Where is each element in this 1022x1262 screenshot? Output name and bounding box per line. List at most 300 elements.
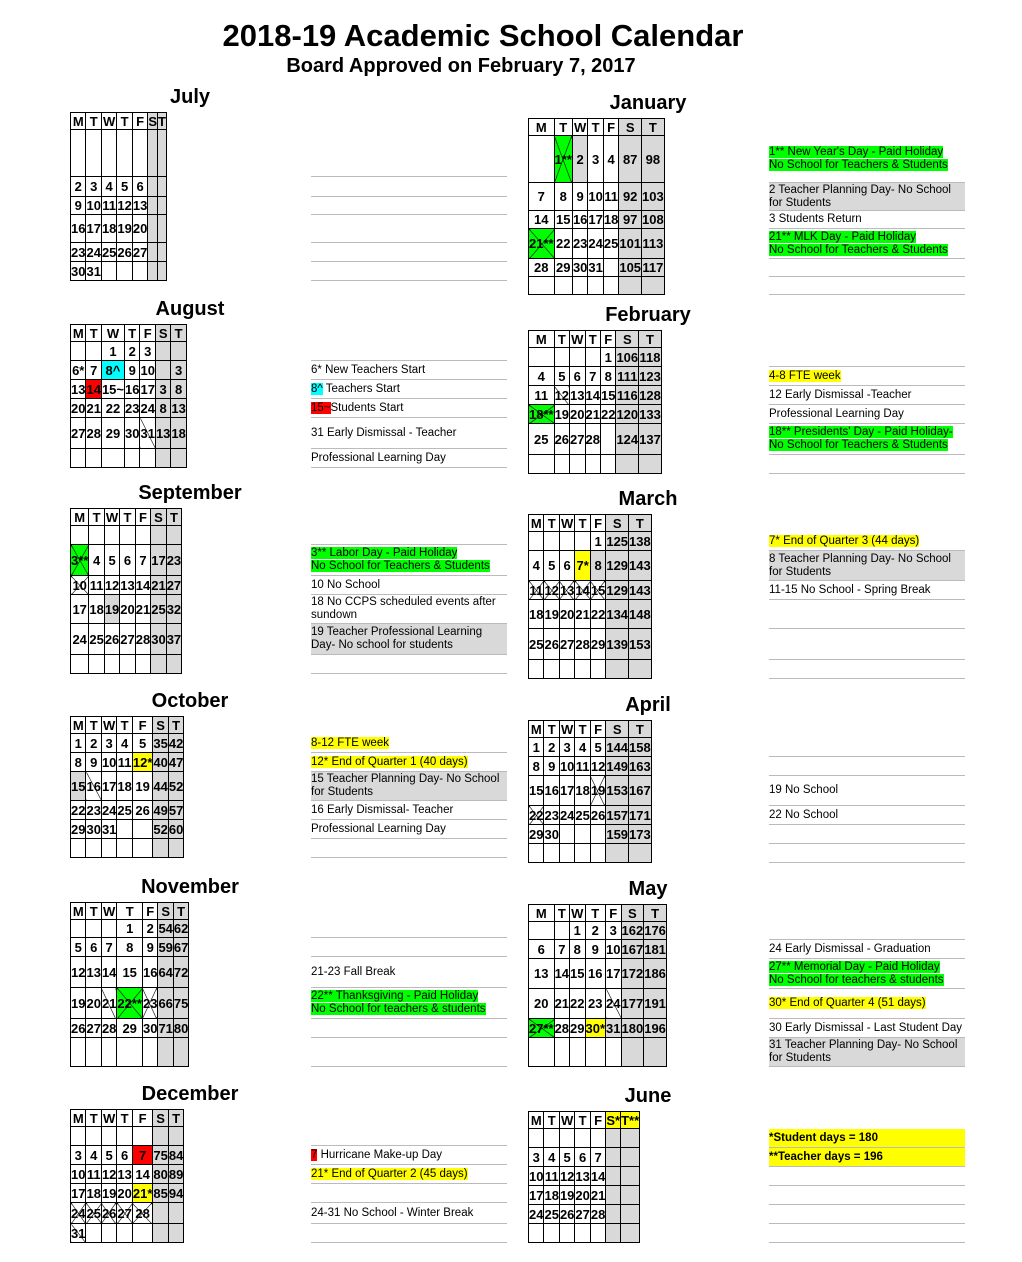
day-cell: 16 bbox=[125, 381, 140, 397]
note-line bbox=[769, 277, 965, 295]
empty-cell bbox=[603, 277, 618, 295]
month-name: January bbox=[609, 92, 687, 114]
weekday-header: F bbox=[142, 903, 157, 920]
note-text bbox=[311, 418, 507, 449]
day-cell: 24 bbox=[529, 1206, 544, 1222]
day-cell: 24 bbox=[71, 1203, 86, 1224]
day-cell: 20 bbox=[529, 989, 555, 1019]
empty-cell bbox=[559, 660, 574, 679]
week-row bbox=[529, 825, 652, 844]
week-row bbox=[71, 624, 182, 655]
day-cell: 9 bbox=[142, 938, 157, 957]
day-cell: 13 bbox=[117, 1166, 132, 1182]
day-cell: 3 bbox=[155, 380, 170, 399]
day-cell: 12 bbox=[101, 1166, 117, 1182]
day-cell: 11 bbox=[603, 183, 618, 211]
day-cell: 5 bbox=[590, 738, 605, 757]
day-cell: 111 bbox=[617, 368, 638, 384]
day-cell: 13 bbox=[155, 418, 170, 449]
empty-cell bbox=[101, 262, 116, 281]
weekday-header: T bbox=[575, 1112, 590, 1129]
day-cell: 80 bbox=[153, 1166, 168, 1182]
month-table bbox=[528, 330, 662, 474]
day-cell: 12* bbox=[132, 754, 153, 770]
day-cell: 64 bbox=[158, 957, 173, 988]
day-cell: 180 bbox=[621, 1020, 644, 1036]
week-row bbox=[71, 957, 189, 988]
day-cell: 191 bbox=[644, 989, 667, 1019]
week-row bbox=[529, 844, 652, 863]
day-cell: 13 bbox=[71, 381, 86, 397]
day-cell: 4 bbox=[529, 367, 555, 386]
empty-cell bbox=[621, 1148, 640, 1167]
note-text bbox=[769, 532, 965, 551]
note-label: 21* End of Quarter 2 (45 days) bbox=[311, 1167, 468, 1180]
empty-cell bbox=[86, 1038, 101, 1067]
day-cell: 52 bbox=[153, 821, 168, 837]
day-cell: 7 bbox=[135, 545, 150, 576]
note-line bbox=[311, 1127, 507, 1146]
day-cell: 18 bbox=[575, 776, 590, 806]
empty-cell bbox=[86, 839, 101, 858]
week-row bbox=[71, 130, 167, 177]
day-cell: 14 bbox=[101, 957, 116, 988]
week-row bbox=[529, 600, 652, 629]
empty-cell bbox=[621, 1038, 644, 1067]
day-cell: 17 bbox=[71, 595, 89, 624]
empty-cell bbox=[572, 277, 587, 295]
day-cell: 25 bbox=[603, 229, 618, 259]
day-cell: 11 bbox=[117, 754, 132, 770]
weekday-header: S bbox=[153, 717, 168, 734]
note-text bbox=[769, 405, 965, 424]
empty-cell bbox=[153, 1127, 168, 1146]
month-name: August bbox=[155, 298, 225, 320]
empty-cell bbox=[588, 277, 603, 295]
day-cell: 20 bbox=[117, 1185, 132, 1201]
empty-cell bbox=[600, 424, 615, 455]
note-label: 18** Presidents' Day - Paid Holiday-No School for Teachers & Students bbox=[769, 426, 953, 451]
week-row bbox=[71, 595, 182, 624]
empty-cell bbox=[120, 526, 135, 545]
note-label: 4-8 FTE week bbox=[769, 369, 841, 382]
weekday-header: T bbox=[173, 903, 188, 920]
week-row bbox=[529, 1129, 640, 1148]
day-cell: 25 bbox=[89, 624, 104, 655]
day-cell: 8 bbox=[71, 753, 86, 772]
note-label: Professional Learning Day bbox=[769, 407, 904, 420]
empty-cell bbox=[570, 455, 585, 474]
day-cell: 108 bbox=[642, 212, 664, 227]
note-label: 30 Early Dismissal - Last Student Day bbox=[769, 1021, 963, 1034]
note-label: 15 Teacher Planning Day- No School for Students bbox=[311, 773, 500, 798]
weekday-header: T bbox=[575, 721, 590, 738]
day-cell: 26 bbox=[132, 801, 153, 820]
week-row bbox=[529, 629, 652, 660]
weekday-header: T bbox=[86, 325, 101, 342]
note-text bbox=[311, 1146, 507, 1165]
day-cell: 1 bbox=[570, 922, 585, 940]
day-cell: 26 bbox=[554, 424, 569, 455]
month-name: December bbox=[141, 1083, 239, 1105]
empty-cell bbox=[101, 130, 116, 177]
note-label: 6* New Teachers Start bbox=[311, 363, 426, 376]
empty-cell bbox=[606, 1148, 621, 1167]
day-cell: 17 bbox=[559, 776, 574, 806]
day-cell: 13 bbox=[171, 400, 186, 416]
day-cell: 22** bbox=[117, 988, 143, 1019]
empty-cell bbox=[71, 449, 86, 468]
empty-cell bbox=[158, 177, 167, 197]
day-cell: 22 bbox=[600, 406, 616, 422]
note-swatch: 7 bbox=[311, 1148, 318, 1161]
day-cell: 11 bbox=[102, 198, 117, 213]
day-cell: 173 bbox=[629, 826, 651, 842]
day-cell: 28 bbox=[132, 1203, 153, 1224]
note-label: 3** Labor Day - Paid Holiday No School for Teachers & Students bbox=[311, 547, 490, 572]
note-text bbox=[769, 229, 965, 259]
note-text bbox=[311, 624, 507, 655]
note-text bbox=[311, 449, 507, 468]
empty-cell bbox=[148, 197, 158, 215]
month-table bbox=[528, 514, 652, 679]
day-cell: 12 bbox=[559, 1168, 575, 1184]
day-cell: 21** bbox=[529, 229, 555, 259]
day-cell: 10 bbox=[101, 754, 117, 770]
empty-cell bbox=[544, 844, 559, 863]
empty-cell bbox=[606, 1167, 621, 1186]
weekday-header: W bbox=[103, 717, 116, 733]
day-cell: 143 bbox=[629, 551, 652, 581]
day-cell: 123 bbox=[639, 368, 661, 384]
day-cell: 25 bbox=[544, 1206, 559, 1222]
day-cell: 19 bbox=[590, 776, 605, 806]
note-text bbox=[311, 753, 507, 772]
note-label: **Teacher days = 196 bbox=[769, 1150, 883, 1163]
day-cell: 15 bbox=[600, 387, 616, 403]
empty-cell bbox=[606, 1224, 621, 1243]
day-cell: 44 bbox=[153, 772, 168, 801]
day-cell: 20 bbox=[575, 1187, 590, 1203]
day-cell: 23 bbox=[544, 807, 559, 823]
week-row bbox=[71, 920, 189, 938]
day-cell: 16 bbox=[71, 215, 86, 243]
week-row bbox=[71, 380, 187, 399]
empty-cell bbox=[86, 449, 101, 468]
note-text bbox=[311, 734, 507, 753]
week-row bbox=[71, 753, 184, 772]
day-cell: 17 bbox=[588, 212, 603, 227]
week-row bbox=[529, 277, 665, 295]
day-cell: 24 bbox=[140, 400, 155, 416]
note-label: 16 Early Dismissal- Teacher bbox=[311, 803, 454, 816]
empty-cell bbox=[71, 839, 86, 858]
day-cell: 28 bbox=[529, 259, 555, 277]
day-cell: 19 bbox=[544, 600, 559, 629]
week-row bbox=[529, 1186, 640, 1205]
empty-cell bbox=[71, 342, 86, 361]
note-swatch: 15~ bbox=[311, 401, 331, 414]
empty-cell bbox=[101, 920, 116, 938]
weekday-header: W bbox=[561, 721, 574, 737]
day-cell: 21 bbox=[86, 400, 101, 416]
week-row bbox=[529, 348, 662, 367]
week-row bbox=[529, 455, 662, 474]
day-cell: 25 bbox=[117, 802, 132, 818]
empty-cell bbox=[606, 1205, 621, 1224]
day-cell: 25 bbox=[151, 595, 166, 624]
weekday-header: T bbox=[554, 905, 569, 922]
day-cell: 8 bbox=[600, 367, 615, 386]
day-cell: 9 bbox=[86, 753, 101, 772]
day-cell: 159 bbox=[606, 826, 629, 842]
weekday-header: T bbox=[644, 905, 667, 922]
empty-cell bbox=[544, 532, 559, 551]
empty-cell bbox=[168, 1224, 183, 1243]
day-cell: 7 bbox=[590, 1148, 605, 1167]
day-cell: 80 bbox=[173, 1020, 189, 1036]
day-cell: 3 bbox=[588, 136, 603, 183]
day-cell: 4 bbox=[575, 738, 590, 757]
day-cell: 25 bbox=[86, 1203, 101, 1224]
empty-cell bbox=[575, 844, 590, 863]
day-cell: 23 bbox=[572, 229, 587, 259]
day-cell: 2 bbox=[585, 922, 606, 940]
empty-cell bbox=[606, 1129, 621, 1148]
day-cell: 30 bbox=[544, 826, 559, 842]
day-cell: 17 bbox=[71, 1185, 86, 1201]
day-cell: 7 bbox=[554, 940, 569, 959]
day-cell: 26 bbox=[590, 807, 606, 823]
weekday-header: T bbox=[642, 119, 665, 136]
week-row bbox=[529, 229, 665, 259]
empty-cell bbox=[155, 449, 170, 468]
weekday-header: T bbox=[629, 721, 652, 738]
day-cell: 186 bbox=[644, 959, 667, 989]
day-cell: 18 bbox=[171, 418, 186, 449]
day-cell: 18 bbox=[86, 1185, 101, 1201]
weekday-header: S bbox=[153, 1110, 168, 1127]
empty-cell bbox=[151, 526, 166, 545]
day-cell: 125 bbox=[606, 533, 629, 549]
day-cell: 30 bbox=[125, 418, 140, 449]
empty-cell bbox=[559, 844, 574, 863]
empty-cell bbox=[621, 1167, 640, 1186]
empty-cell bbox=[86, 1224, 101, 1243]
week-row bbox=[529, 1038, 667, 1067]
week-row bbox=[71, 1165, 184, 1184]
day-cell: 181 bbox=[644, 941, 666, 957]
day-cell: 17 bbox=[86, 215, 101, 243]
note-label: 19 Teacher Professional Learning Day- No school for students bbox=[311, 626, 483, 651]
note-line bbox=[769, 844, 965, 863]
page-title: 2018-19 Academic School Calendar bbox=[222, 18, 744, 53]
day-cell: 4 bbox=[529, 551, 544, 581]
day-cell: 24 bbox=[588, 229, 603, 259]
note-text bbox=[311, 801, 507, 820]
week-row bbox=[529, 660, 652, 679]
note-label: 30* End of Quarter 4 (51 days) bbox=[769, 997, 926, 1009]
day-cell: 32 bbox=[166, 595, 181, 624]
day-cell: 3 bbox=[101, 734, 116, 753]
note-line bbox=[311, 938, 507, 957]
empty-cell bbox=[554, 348, 569, 367]
day-cell: 26 bbox=[71, 1020, 86, 1036]
week-row bbox=[71, 839, 184, 858]
week-row bbox=[71, 1146, 184, 1165]
day-cell: 14 bbox=[554, 959, 569, 989]
day-cell: 19 bbox=[71, 988, 86, 1019]
empty-cell bbox=[151, 655, 166, 674]
day-cell: 67 bbox=[173, 939, 189, 955]
day-cell: 3 bbox=[529, 1148, 544, 1167]
week-row bbox=[529, 757, 652, 776]
empty-cell bbox=[559, 532, 574, 551]
note-line bbox=[769, 1224, 965, 1243]
weekday-header: S bbox=[151, 509, 166, 526]
day-cell: 7 bbox=[132, 1146, 153, 1165]
empty-cell bbox=[89, 655, 104, 674]
day-cell: 1 bbox=[590, 532, 605, 551]
day-cell: 29 bbox=[71, 821, 86, 837]
day-cell: 16 bbox=[544, 776, 559, 806]
day-cell: 92 bbox=[619, 183, 642, 211]
day-cell: 27** bbox=[529, 1020, 554, 1036]
day-cell: 10 bbox=[86, 198, 101, 213]
week-row bbox=[529, 183, 665, 211]
empty-cell bbox=[140, 449, 155, 468]
day-cell: 2 bbox=[125, 342, 140, 361]
note-label: 24 Early Dismissal - Graduation bbox=[769, 942, 931, 955]
day-cell: 31 bbox=[606, 1020, 621, 1036]
month-name: November bbox=[141, 876, 239, 898]
weekday-header: S bbox=[148, 113, 158, 129]
day-cell: 1** bbox=[554, 136, 572, 183]
weekday-header: W bbox=[103, 903, 116, 919]
day-cell: 22 bbox=[101, 399, 124, 418]
month-name: June bbox=[624, 1085, 672, 1107]
empty-cell bbox=[529, 455, 555, 474]
note-text bbox=[311, 380, 507, 399]
empty-cell bbox=[529, 532, 544, 551]
note-label: *Student days = 180 bbox=[769, 1131, 878, 1144]
weekday-header: T bbox=[117, 903, 143, 920]
day-cell: 11 bbox=[89, 577, 104, 593]
day-cell: 7 bbox=[86, 361, 101, 380]
day-cell: 8 bbox=[529, 757, 544, 776]
note-line bbox=[311, 1184, 507, 1203]
weekday-header: S* bbox=[606, 1112, 621, 1128]
day-cell: 54 bbox=[158, 921, 173, 936]
day-cell: 37 bbox=[166, 624, 181, 655]
empty-cell bbox=[117, 820, 132, 839]
empty-cell bbox=[71, 920, 86, 938]
day-cell: 21 bbox=[151, 577, 166, 593]
day-cell: 16 bbox=[142, 957, 157, 988]
note-label: 11-15 No School - Spring Break bbox=[769, 583, 931, 596]
weekday-header: S bbox=[155, 325, 170, 342]
day-cell: 21 bbox=[554, 989, 569, 1019]
empty-cell bbox=[600, 455, 615, 474]
week-row bbox=[71, 938, 189, 957]
note-line bbox=[311, 1224, 507, 1243]
week-row bbox=[529, 424, 662, 455]
day-cell: 21 bbox=[575, 600, 590, 629]
empty-cell bbox=[529, 348, 555, 367]
day-cell: 71 bbox=[158, 1020, 173, 1036]
month-table bbox=[528, 720, 652, 863]
day-cell: 3 bbox=[606, 922, 621, 940]
weekday-header: W bbox=[103, 113, 116, 129]
day-cell: 25 bbox=[529, 424, 555, 455]
weekday-header: T bbox=[86, 1110, 101, 1127]
empty-cell bbox=[616, 455, 639, 474]
week-row bbox=[529, 1205, 640, 1224]
day-cell: 8^ bbox=[101, 361, 124, 380]
day-cell: 13 bbox=[120, 577, 135, 593]
day-cell: 167 bbox=[621, 941, 644, 957]
day-cell: 10 bbox=[606, 941, 621, 957]
day-cell: 19 bbox=[132, 772, 153, 801]
note-text bbox=[311, 957, 507, 988]
day-cell: 29 bbox=[590, 629, 605, 660]
note-text bbox=[311, 545, 507, 576]
day-cell: 29 bbox=[556, 260, 571, 275]
day-cell: 12 bbox=[71, 957, 86, 988]
day-cell: 27 bbox=[71, 418, 86, 449]
day-cell: 57 bbox=[168, 802, 184, 818]
note-swatch: 8^ bbox=[311, 382, 323, 395]
day-cell: 12 bbox=[117, 198, 132, 213]
day-cell: 19 bbox=[104, 595, 119, 624]
empty-cell bbox=[158, 197, 167, 215]
day-cell: 20 bbox=[71, 400, 86, 416]
empty-cell bbox=[559, 1129, 574, 1148]
day-cell: 22 bbox=[529, 807, 544, 823]
note-text bbox=[769, 1129, 965, 1148]
day-cell: 12 bbox=[104, 577, 120, 593]
week-row bbox=[529, 1019, 667, 1038]
month-table bbox=[70, 1109, 184, 1243]
week-row bbox=[529, 136, 665, 183]
empty-cell bbox=[148, 215, 158, 243]
note-text bbox=[769, 1019, 965, 1038]
note-line bbox=[311, 839, 507, 858]
day-cell: 47 bbox=[168, 754, 184, 770]
empty-cell bbox=[101, 449, 124, 468]
day-cell: 162 bbox=[621, 923, 644, 938]
day-cell: 6 bbox=[529, 940, 555, 959]
empty-cell bbox=[117, 839, 132, 858]
note-label: 2 Teacher Planning Day- No School for Students bbox=[769, 183, 951, 209]
note-text bbox=[311, 576, 507, 595]
empty-cell bbox=[606, 1186, 621, 1205]
day-cell: 14 bbox=[575, 582, 590, 598]
week-row bbox=[529, 738, 652, 757]
week-row bbox=[71, 772, 184, 801]
day-cell: 10 bbox=[529, 1168, 544, 1184]
weekday-header: M bbox=[71, 509, 89, 526]
empty-cell bbox=[153, 839, 168, 858]
note-label: 15~Students Start bbox=[311, 401, 404, 414]
day-cell: 8 bbox=[554, 183, 572, 211]
day-cell: 17 bbox=[606, 959, 621, 989]
day-cell: 42 bbox=[168, 735, 184, 751]
week-row bbox=[529, 806, 652, 825]
day-cell: 11 bbox=[529, 386, 555, 405]
day-cell: 5 bbox=[132, 734, 153, 753]
day-cell: 2 bbox=[86, 734, 101, 753]
